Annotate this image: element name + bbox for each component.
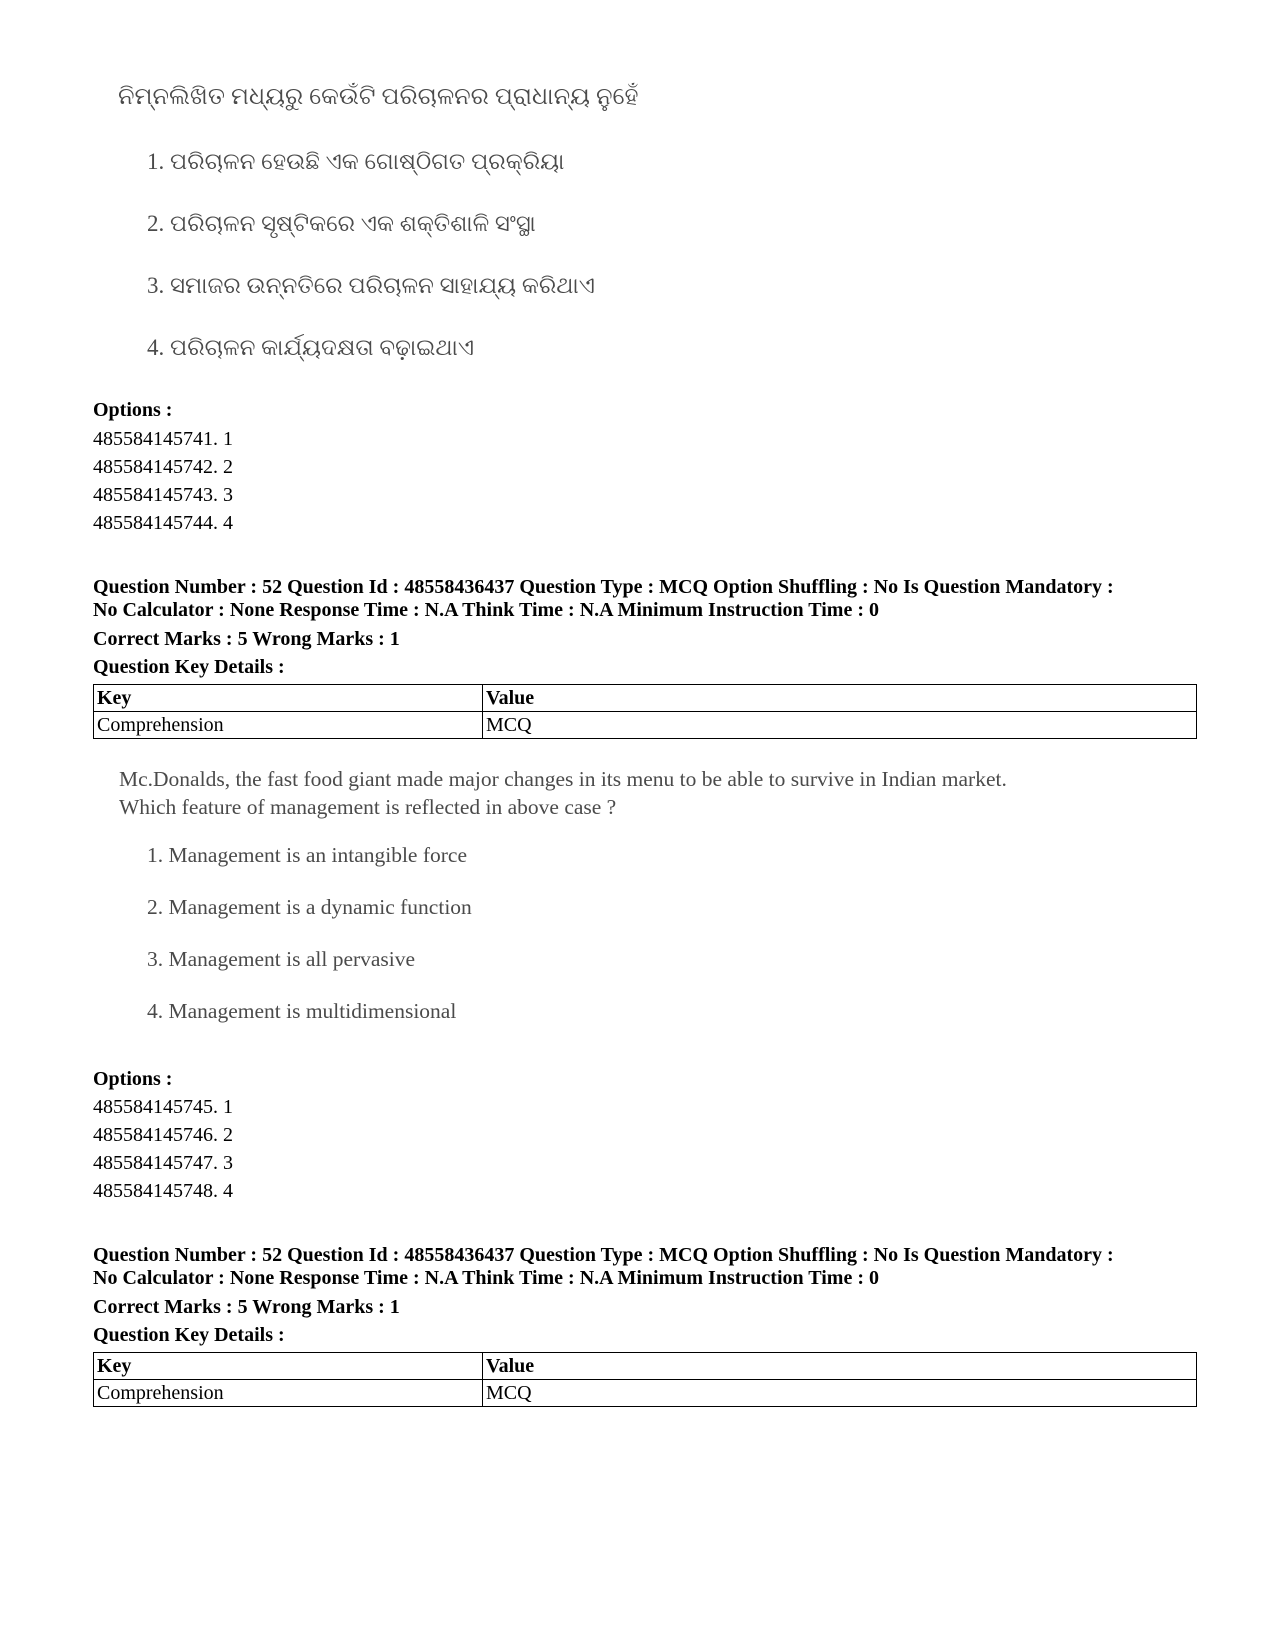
table-cell-value: MCQ bbox=[483, 712, 1197, 739]
question-2-item-1: 1. Management is an intangible force bbox=[147, 843, 468, 867]
question-2-line-2: Which feature of management is reflected in above case ? bbox=[119, 795, 617, 819]
key-details-label: Question Key Details : bbox=[93, 656, 285, 678]
table-cell-key: Comprehension bbox=[94, 1380, 483, 1407]
question-2-item-3: 3. Management is all pervasive bbox=[147, 947, 416, 971]
question-2-item-2: 2. Management is a dynamic function bbox=[147, 895, 472, 919]
marks-line: Correct Marks : 5 Wrong Marks : 1 bbox=[93, 628, 400, 650]
question-1-item-4: 4. ପରିଚାଳନ କାର୍ଯ୍ୟଦକ୍ଷତା ବଢ଼ାଇଥାଏ bbox=[147, 335, 475, 360]
option-2: 485584145746. 2 bbox=[93, 1124, 233, 1146]
key-details-table bbox=[93, 1352, 1197, 1407]
marks-line: Correct Marks : 5 Wrong Marks : 1 bbox=[93, 1296, 400, 1318]
option-4: 485584145744. 4 bbox=[93, 512, 233, 534]
option-3: 485584145747. 3 bbox=[93, 1152, 233, 1174]
question-1-item-2: 2. ପରିଚାଳନ ସୃଷ୍ଟିକରେ ଏକ ଶକ୍ତିଶାଳି ସଂସ୍ଥା bbox=[147, 211, 536, 236]
table-header-row bbox=[94, 685, 1197, 712]
question-meta-line-2: No Calculator : None Response Time : N.A Think Time : N.A Minimum Instruction Time : 0 bbox=[93, 1267, 879, 1289]
option-4: 485584145748. 4 bbox=[93, 1180, 233, 1202]
question-2-line-1: Mc.Donalds, the fast food giant made major changes in its menu to be able to survive in Indian market. bbox=[119, 767, 1007, 791]
options-label: Options : bbox=[93, 1068, 173, 1090]
option-1: 485584145745. 1 bbox=[93, 1096, 233, 1118]
option-3: 485584145743. 3 bbox=[93, 484, 233, 506]
table-cell-key: Comprehension bbox=[94, 712, 483, 739]
question-2-item-4: 4. Management is multidimensional bbox=[147, 999, 457, 1023]
table-row bbox=[94, 1380, 1197, 1407]
table-header-value: Value bbox=[483, 685, 1197, 712]
question-1-item-3: 3. ସମାଜର ଉନ୍ନତିରେ ପରିଚାଳନ ସାହାଯ୍ୟ କରିଥାଏ bbox=[147, 273, 595, 298]
key-details-label: Question Key Details : bbox=[93, 1324, 285, 1346]
question-1-title: ନିମ୍ନଲିଖିତ ମଧ୍ୟରୁ କେଉଁଟି ପରିଚାଳନର ପ୍ରାଧାନ୍ୟ ନୁହେଁ bbox=[118, 84, 639, 110]
question-meta-line-2: No Calculator : None Response Time : N.A Think Time : N.A Minimum Instruction Time : 0 bbox=[93, 599, 879, 621]
table-header-value: Value bbox=[483, 1353, 1197, 1380]
table-header-row bbox=[94, 1353, 1197, 1380]
option-1: 485584145741. 1 bbox=[93, 428, 233, 450]
question-meta-line-1: Question Number : 52 Question Id : 48558436437 Question Type : MCQ Option Shuffling : No Is Question Mandatory : bbox=[93, 576, 1114, 598]
option-2: 485584145742. 2 bbox=[93, 456, 233, 478]
question-meta-line-1: Question Number : 52 Question Id : 48558436437 Question Type : MCQ Option Shuffling : No Is Question Mandatory : bbox=[93, 1244, 1114, 1266]
options-label: Options : bbox=[93, 399, 173, 421]
question-1-item-1: 1. ପରିଚାଳନ ହେଉଛି ଏକ ଗୋଷ୍ଠିଗତ ପ୍ରକ୍ରିୟା bbox=[147, 149, 565, 174]
table-header-key: Key bbox=[94, 685, 483, 712]
table-row bbox=[94, 712, 1197, 739]
key-details-table bbox=[93, 684, 1197, 739]
table-header-key: Key bbox=[94, 1353, 483, 1380]
table-cell-value: MCQ bbox=[483, 1380, 1197, 1407]
